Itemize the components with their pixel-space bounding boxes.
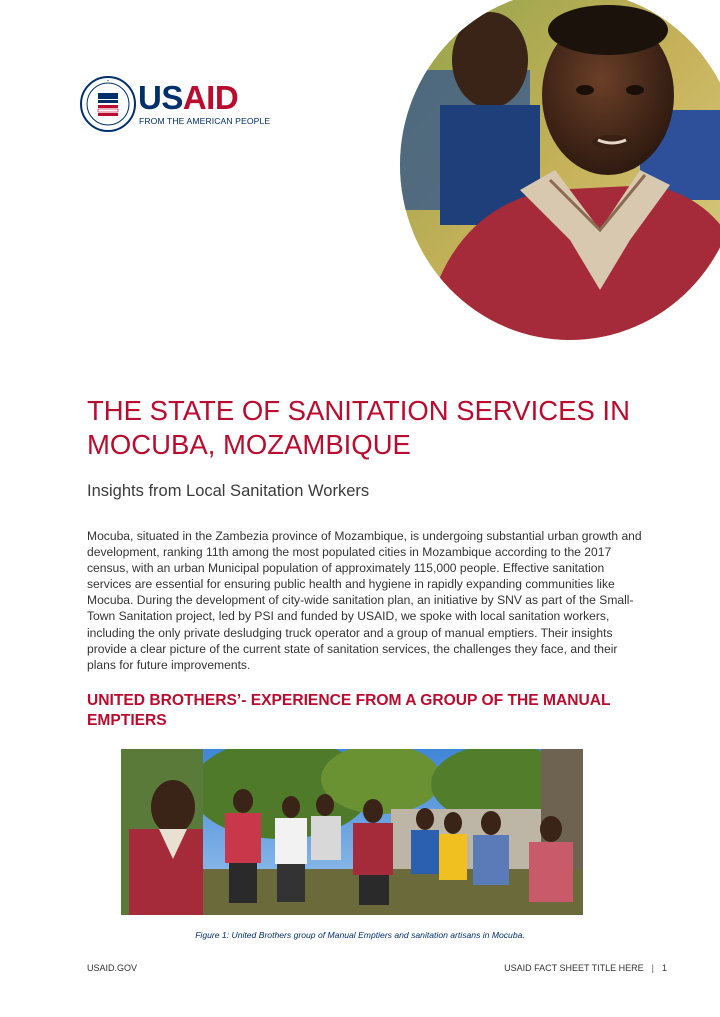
usaid-seal-icon xyxy=(80,76,136,132)
intro-paragraph: Mocuba, situated in the Zambezia province of Mozambique, is undergoing substantial urban growth and development, ranking 11th among the most populated cities in Mozambique according to the 2017 census, with an urban Municipal population of approximately 115,000 people. Effective sanitation services are essential for ensuring public health and hygiene in rapidly expanding communities like Mocuba. During the development of city-wide sanitation plan, an initiative by SNV as part of the Small-Town Sanitation project, led by PSI and funded by USAID, we spoke with local sanitation workers, including the only private desludging truck operator and a group of manual emptiers. Their insights provide a clear picture of the current state of sanitation services, the challenges they face, and their plans for future improvements. xyxy=(87,529,642,672)
footer-divider: | xyxy=(651,963,654,973)
group-photo xyxy=(121,749,583,915)
usaid-tagline: FROM THE AMERICAN PEOPLE xyxy=(139,116,271,126)
footer-page-number: 1 xyxy=(661,963,667,973)
section-heading: UNITED BROTHERS’- EXPERIENCE FROM A GROUP OF THE MANUAL EMPTIERS xyxy=(87,692,611,729)
hero-portrait-photo xyxy=(400,0,720,340)
figure-caption: Figure 1: United Brothers group of Manual Emptiers and sanitation artisans in Mocuba. xyxy=(195,930,525,940)
footer-right xyxy=(504,963,667,973)
footer-doc-title: USAID FACT SHEET TITLE HERE xyxy=(504,963,644,973)
usaid-logo xyxy=(80,76,270,134)
page-subtitle: Insights from Local Sanitation Workers xyxy=(87,482,370,500)
page-title: THE STATE OF SANITATION SERVICES IN MOCUBA, MOZAMBIQUE xyxy=(87,395,630,460)
footer-website: USAID.GOV xyxy=(87,963,138,973)
usaid-wordmark: USAID xyxy=(138,79,239,116)
